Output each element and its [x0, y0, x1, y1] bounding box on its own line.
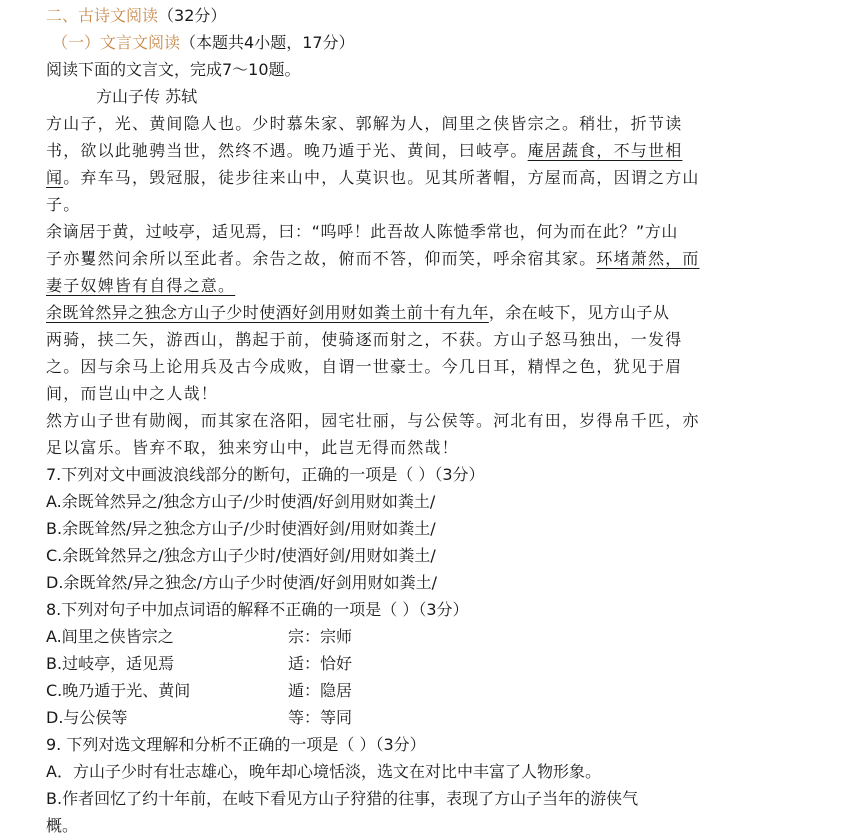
passage-line: 然方山子世有勋阀，而其家在洛阳，园宅壮丽，与公侯等。河北有田，岁得帛千匹，亦 [46, 411, 700, 430]
passage-line: 之。因与余马上论用兵及古今成败，自谓一世豪士。今几日耳，精悍之色，犹见于眉 [46, 357, 683, 376]
q8-option-c: C.晚乃遁于光、黄间 遁：隐居 [46, 681, 353, 700]
underlined-sentence: 庵居蔬食，不与世相 [527, 141, 683, 160]
passage-line: 余谪居于黄，过岐亭，适见焉，曰：“呜呼！此吾故人陈慥季常也，何为而在此？”方山 [46, 222, 678, 241]
underlined-sentence: 环堵萧然，而 [596, 249, 700, 268]
q8-option-b: B.过岐亭，适见焉 适：恰好 [46, 654, 353, 673]
question-stem-9: 9. 下列对选文理解和分析不正确的一项是（ ）（3分） [46, 735, 426, 754]
passage-line: 书，欲以此驰骋当世，然终不遇。晚乃遁于光、黄间，曰岐亭。庵居蔬食，不与世相 [46, 141, 683, 160]
passage-line: 两骑，挟二矢，游西山，鹊起于前，使骑逐而射之，不获。方山子怒马独出，一发得 [46, 330, 683, 349]
passage-line: 间，而岂山中之人哉！ [46, 384, 219, 403]
underlined-sentence: 闻 [46, 168, 64, 187]
subsection-heading-title: （一）文言文阅读 [52, 33, 181, 52]
instruction-text: 阅读下面的文言文，完成7～10题。 [46, 60, 301, 79]
passage-title: 方山子传 苏轼 [96, 87, 198, 106]
q9-option-b-cont: 概。 [46, 816, 79, 835]
passage-line: 闻。弃车马，毁冠服，徒步往来山中，人莫识也。见其所著帽，方屋而高，因谓之方山 [46, 168, 700, 187]
passage-line: 足以富乐。皆弃不取，独来穷山中，此岂无得而然哉！ [46, 438, 459, 457]
passage-line: 子亦矍然问余所以至此者。余告之故，俯而不答，仰而笑，呼余宿其家。环堵萧然，而 [46, 249, 700, 268]
section-heading-title: 二、古诗文阅读 [46, 6, 159, 25]
question-stem-7: 7.下列对文中画波浪线部分的断句，正确的一项是（ ）（3分） [46, 465, 485, 484]
passage-line: 余既耸然异之独念方山子少时使酒好剑用财如粪土前十有九年，余在岐下，见方山子从 [46, 303, 670, 322]
section-heading [46, 2, 226, 29]
passage-line: 子。 [46, 195, 81, 214]
wavy-underlined-sentence: 余既耸然异之独念方山子少时使酒好剑用财如粪土前十有九年 [46, 303, 489, 322]
question-stem-8: 8.下列对句子中加点词语的解释不正确的一项是（ ）（3分） [46, 600, 469, 619]
q7-option-c: C.余既耸然异之/独念方山子少时/使酒好剑/用财如粪土/ [46, 546, 436, 565]
passage-line: 方山子，光、黄间隐人也。少时慕朱家、郭解为人，闾里之侠皆宗之。稍壮，折节读 [46, 114, 683, 133]
subsection-heading-note: （本题共4小题，17分） [180, 33, 355, 52]
passage-line [46, 272, 235, 299]
q7-option-a: A.余既耸然异之/独念方山子/少时使酒/好剑用财如粪土/ [46, 492, 436, 511]
q7-option-b: B.余既耸然/异之独念方山子/少时使酒好剑/用财如粪土/ [46, 519, 436, 538]
q8-option-a: A.闾里之侠皆宗之 宗：宗师 [46, 627, 353, 646]
q9-option-a: A．方山子少时有壮志雄心，晚年却心境恬淡，选文在对比中丰富了人物形象。 [46, 762, 601, 781]
section-heading-score: （32分） [158, 6, 227, 25]
underlined-sentence: 妻子奴婢皆有自得之意。 [46, 276, 236, 295]
q8-option-d: D.与公侯等 等：等同 [46, 708, 353, 727]
q9-option-b: B.作者回忆了约十年前，在岐下看见方山子狩猎的往事，表现了方山子当年的游侠气 [46, 789, 639, 808]
subsection-heading [52, 29, 355, 56]
q7-option-d: D.余既耸然/异之独念/方山子少时使酒/好剑用财如粪土/ [46, 573, 437, 592]
